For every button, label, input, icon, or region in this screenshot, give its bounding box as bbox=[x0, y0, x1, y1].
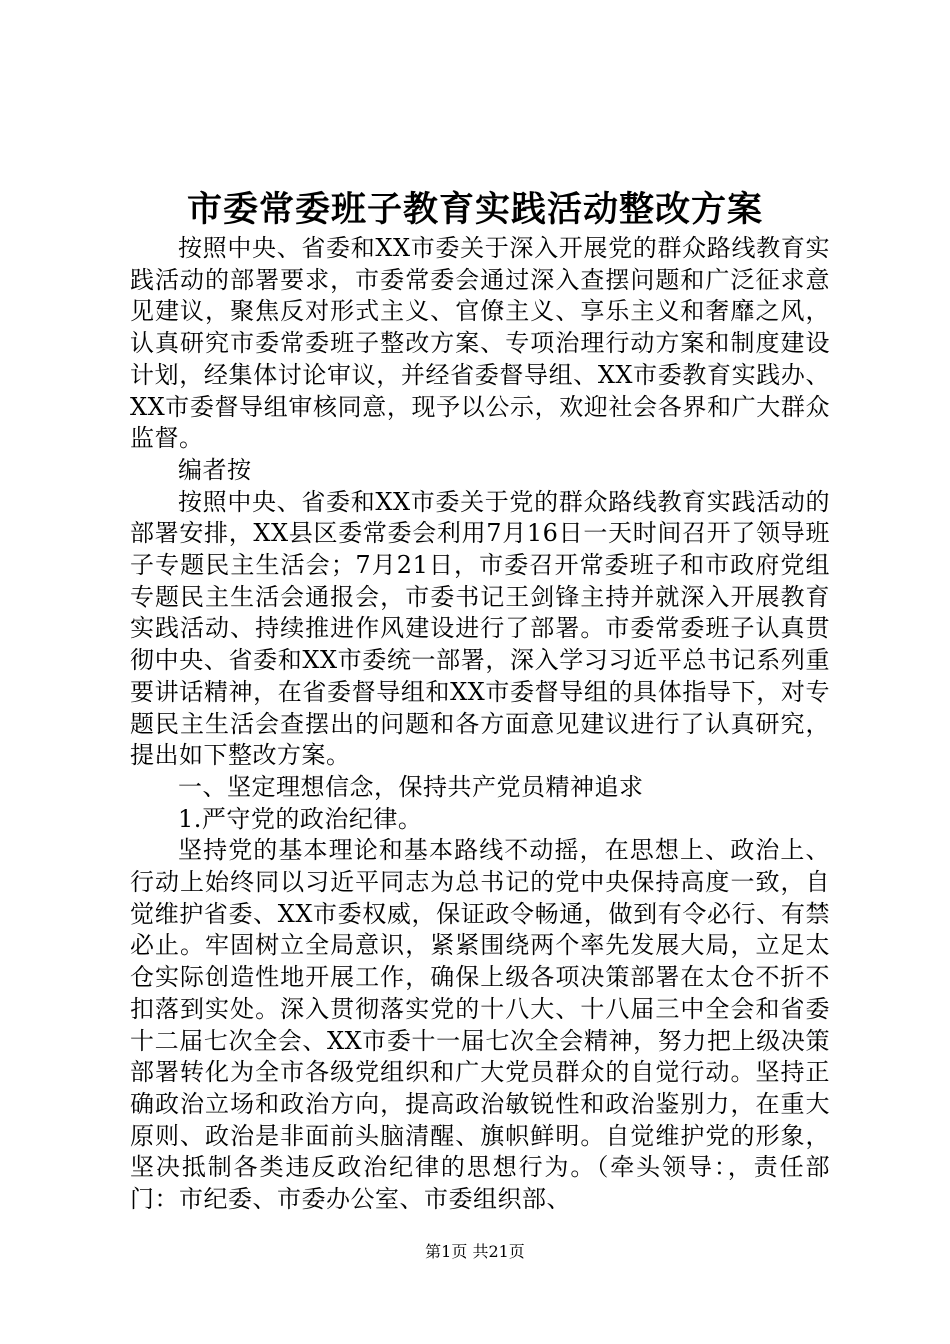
page-indicator: 第1页 共21页 bbox=[425, 1242, 525, 1261]
editor-note-paragraph: 按照中央、省委和XX市委关于党的群众路线教育实践活动的部署安排，XX县区委常委会利用7月16日一天时间召开了领导班子专题民主生活会；7月21日，市委召开常委班子和市政府党组专题民主生活会通报会，市委书记王剑锋主持并就深入开展教育实践活动、持续推进作风建设进行了部署。市委常委班子认真贯彻中央、省委和XX市委统一部署，深入学习习近平总书记系列重要讲话精神，在省委督导组和XX市委督导组的具体指导下，对专题民主生活会查摆出的问题和各方面意见建议进行了认真研究，提出如下整改方案。 bbox=[130, 487, 830, 770]
body-paragraph: 坚持党的基本理论和基本路线不动摇，在思想上、政治上、行动上始终同以习近平同志为总书记的党中央保持高度一致，自觉维护省委、XX市委权威，保证政令畅通，做到有令必行、有禁必止。牢固树立全局意识，紧紧围绕两个率先发展大局，立足太仓实际创造性地开展工作，确保上级各项决策部署在太仓不折不扣落到实处。深入贯彻落实党的十八大、十八届三中全会和省委十二届七次全会、XX市委十一届七次全会精神，努力把上级决策部署转化为全市各级党组织和广大党员群众的自觉行动。坚持正确政治立场和政治方向，提高政治敏锐性和政治鉴别力，在重大原则、政治是非面前头脑清醒、旗帜鲜明。自觉维护党的形象，坚决抵制各类违反政治纪律的思想行为。（牵头领导：，责任部门：市纪委、市委办公室、市委组织部、 bbox=[130, 836, 830, 1214]
editor-note-heading: 编者按 bbox=[178, 455, 252, 484]
document-body bbox=[130, 233, 830, 1216]
intro-paragraph: 按照中央、省委和XX市委关于深入开展党的群众路线教育实践活动的部署要求，市委常委会通过深入查摆问题和广泛征求意见建议，聚焦反对形式主义、官僚主义、享乐主义和奢靡之风，认真研究市委常委班子整改方案、专项治理行动方案和制度建设计划，经集体讨论审议，并经省委督导组、XX市委教育实践办、XX市委督导组审核同意，现予以公示，欢迎社会各界和广大群众监督。 bbox=[130, 234, 830, 453]
document-title: 市委常委班子教育实践活动整改方案 bbox=[186, 189, 763, 230]
section-heading: 一、坚定理想信念，保持共产党员精神追求 bbox=[178, 772, 644, 801]
subsection-heading: 1.严守党的政治纪律。 bbox=[178, 804, 423, 833]
